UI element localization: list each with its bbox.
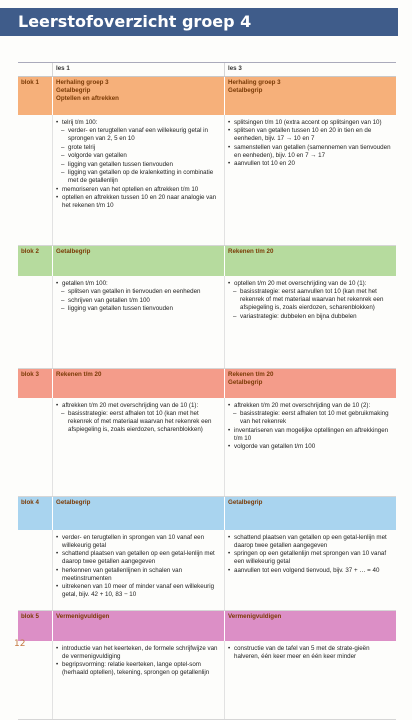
topic-line: Herhaling groep 3 (228, 79, 281, 86)
block-label: blok 3 (21, 371, 39, 378)
content-cell (224, 115, 396, 245)
sub-item: – ligging van getallen op de kralenketting in combinatie met de getallenlijn (56, 169, 221, 185)
sub-item: – splitsen van getallen in tienvouden en eenheden (56, 288, 221, 296)
bullet-item: • introductie van het keerteken, de formele schrijfwijze van de vermenigvuldiging (56, 645, 221, 661)
block-topic-cell (224, 611, 396, 641)
sub-item: – basisstrategie: eerst afhalen tot 10 (kan met het rekenrek of met materiaal waarvan het rekenrek een afspiegeling is, zoals eierdozen, scharenblokken) (56, 410, 221, 434)
content-cell (52, 115, 224, 245)
block-spacer-cell (18, 276, 52, 368)
bullet-item: • aanvullen tot een volgend tienvoud, bijv. 37 + … = 40 (228, 567, 393, 575)
topic-line: Vermenigvuldigen (56, 613, 110, 620)
topic-line: Rekenen t/m 20 (228, 371, 274, 378)
content-cell (224, 641, 396, 719)
content-cell (52, 398, 224, 496)
topic-line: Getalbegrip (56, 248, 91, 255)
content-cell (224, 276, 396, 368)
bullet-item: • optellen t/m 20 met overschrijding van de 10 (1): (228, 280, 393, 288)
block-label: blok 5 (21, 613, 39, 620)
content-list (56, 119, 221, 210)
block-content-row (18, 530, 396, 611)
block-header-row (18, 497, 396, 530)
bullet-item: • herkennen van getallenlijnen in schalen van meetinstrumenten (56, 567, 221, 583)
block-spacer-cell (18, 398, 52, 496)
block-topic-cell (224, 369, 396, 398)
bullet-item: • inventariseren van mogelijke optellingen en aftrekkingen t/m 10 (228, 427, 393, 443)
bullet-item: • samenstellen van getallen (samennemen van tienvouden en eenheden), bijv. 10 en 7 → 17 (228, 144, 393, 160)
content-cell (52, 641, 224, 719)
topic-line: Optellen en aftrekken (56, 94, 119, 102)
page-title: Leerstofoverzicht groep 4 (0, 8, 398, 36)
block-content-row (18, 276, 396, 369)
bullet-item: • aanvullen tot 10 en 20 (228, 160, 393, 168)
block-label: blok 1 (21, 79, 39, 86)
bullet-item: • volgorde van getallen t/m 100 (228, 443, 393, 451)
block-topic-cell (52, 77, 224, 115)
topic-line: Getalbegrip (228, 86, 263, 94)
content-list (228, 645, 393, 661)
content-cell (224, 398, 396, 496)
block-spacer-cell (18, 530, 52, 610)
block-header-row (18, 77, 396, 115)
content-list (56, 534, 221, 599)
sub-item: – variastrategie: dubbelen en bijna dubbelen (228, 313, 393, 321)
content-list (228, 534, 393, 575)
column-header-les-3: les 3 (224, 63, 396, 76)
content-cell (52, 530, 224, 610)
sub-item: – schrijven van getallen t/m 100 (56, 297, 221, 305)
block-topic-cell (224, 77, 396, 115)
content-list (228, 402, 393, 451)
bullet-item: • constructie van de tafel van 5 met de strate-gieën halveren, één keer meer en één keer minder (228, 645, 393, 661)
bullet-item: • springen op een getallenlijn met sprongen van 10 vanaf een willekeurig getal (228, 550, 393, 566)
block-label: blok 2 (21, 248, 39, 255)
page-number: 12 (14, 639, 26, 649)
bullet-item: • splitsingen t/m 10 (extra accent op splitsingen van 10) (228, 119, 393, 127)
sub-item: – basisstrategie: eerst afhalen tot 10 met gebruikmaking van het rekenrek (228, 410, 393, 426)
block-spacer-cell (18, 641, 52, 719)
block-topic-cell (52, 369, 224, 398)
bullet-item: • uitrekenen van 10 meer of minder vanaf een willekeurig getal, bijv. 42 + 10, 83 − 10 (56, 583, 221, 599)
sub-item: – grote telrij (56, 144, 221, 152)
topic-line: Getalbegrip (56, 86, 91, 94)
topic-line: Vermenigvuldigen (228, 613, 282, 620)
bullet-item: • aftrekken t/m 20 met overschrijding van de 10 (2): (228, 402, 393, 410)
block-topic-cell (52, 497, 224, 530)
sub-item: – ligging van getallen tussen tienvouden (56, 161, 221, 169)
block-header-row (18, 611, 396, 641)
sub-item: – ligging van getallen tussen tienvouden (56, 305, 221, 313)
bullet-item: • memoriseren van het optellen en aftrekken t/m 10 (56, 186, 221, 194)
topic-line: Rekenen t/m 20 (56, 371, 102, 378)
topic-line: Herhaling groep 3 (56, 79, 109, 86)
bullet-item: • schattend plaatsen van getallen op een getal-lenlijn met daarop twee getallen aangegeven (56, 550, 221, 566)
bullet-item: • telrij t/m 100: (56, 119, 221, 127)
block-topic-cell (224, 246, 396, 276)
content-list (56, 645, 221, 677)
block-topic-cell (224, 497, 396, 530)
topic-line: Rekenen t/m 20 (228, 248, 274, 255)
column-header-les-1: les 1 (52, 63, 224, 76)
block-content-row (18, 398, 396, 497)
bullet-item: • splitsen van getallen tussen 10 en 20 in tien en de eenheden, bijv. 17 → 10 en 7 (228, 127, 393, 143)
topic-line: Getalbegrip (228, 378, 263, 386)
block-header-row (18, 369, 396, 398)
block-topic-cell (52, 246, 224, 276)
bullet-item: • verder- en terugtellen in sprongen van 10 vanaf een willekeurig getal (56, 534, 221, 550)
header-blank-cell (18, 63, 52, 76)
bullet-item: • getallen t/m 100: (56, 280, 221, 288)
content-list (228, 280, 393, 321)
block-header-row (18, 246, 396, 276)
block-label: blok 4 (21, 499, 39, 506)
bullet-item: • begripsvorming: relatie keerteken, lange optel-som (herhaald optellen), tekening, sprongen op getallenlijn (56, 661, 221, 677)
sub-item: – volgorde van getallen (56, 152, 221, 160)
block-content-row (18, 641, 396, 720)
block-content-row (18, 115, 396, 246)
table-header-row (18, 63, 396, 77)
overview-table (18, 62, 396, 720)
content-list (228, 119, 393, 168)
sub-item: – basisstrategie: eerst aanvullen tot 10 (kan met het rekenrek of met materiaal waarvan het rekenrek een afspiegeling is, zoals eierdozen, scharenblokken) (228, 288, 393, 312)
block-spacer-cell (18, 115, 52, 245)
bullet-item: • optellen en aftrekken tussen 10 en 20 naar analogie van het rekenen t/m 10 (56, 194, 221, 210)
sub-item: – verder- en terugtellen vanaf een willekeurig getal in sprongen van 2, 5 en 10 (56, 127, 221, 143)
topic-line: Getalbegrip (56, 499, 91, 506)
content-list (56, 280, 221, 313)
content-cell (52, 276, 224, 368)
table-body (18, 77, 396, 720)
block-topic-cell (52, 611, 224, 641)
content-cell (224, 530, 396, 610)
bullet-item: • schattend plaatsen van getallen op een getal-lenlijn met daarop twee getallen aangegeven (228, 534, 393, 550)
bullet-item: • aftrekken t/m 20 met overschrijding van de 10 (1): (56, 402, 221, 410)
content-list (56, 402, 221, 434)
topic-line: Getalbegrip (228, 499, 263, 506)
